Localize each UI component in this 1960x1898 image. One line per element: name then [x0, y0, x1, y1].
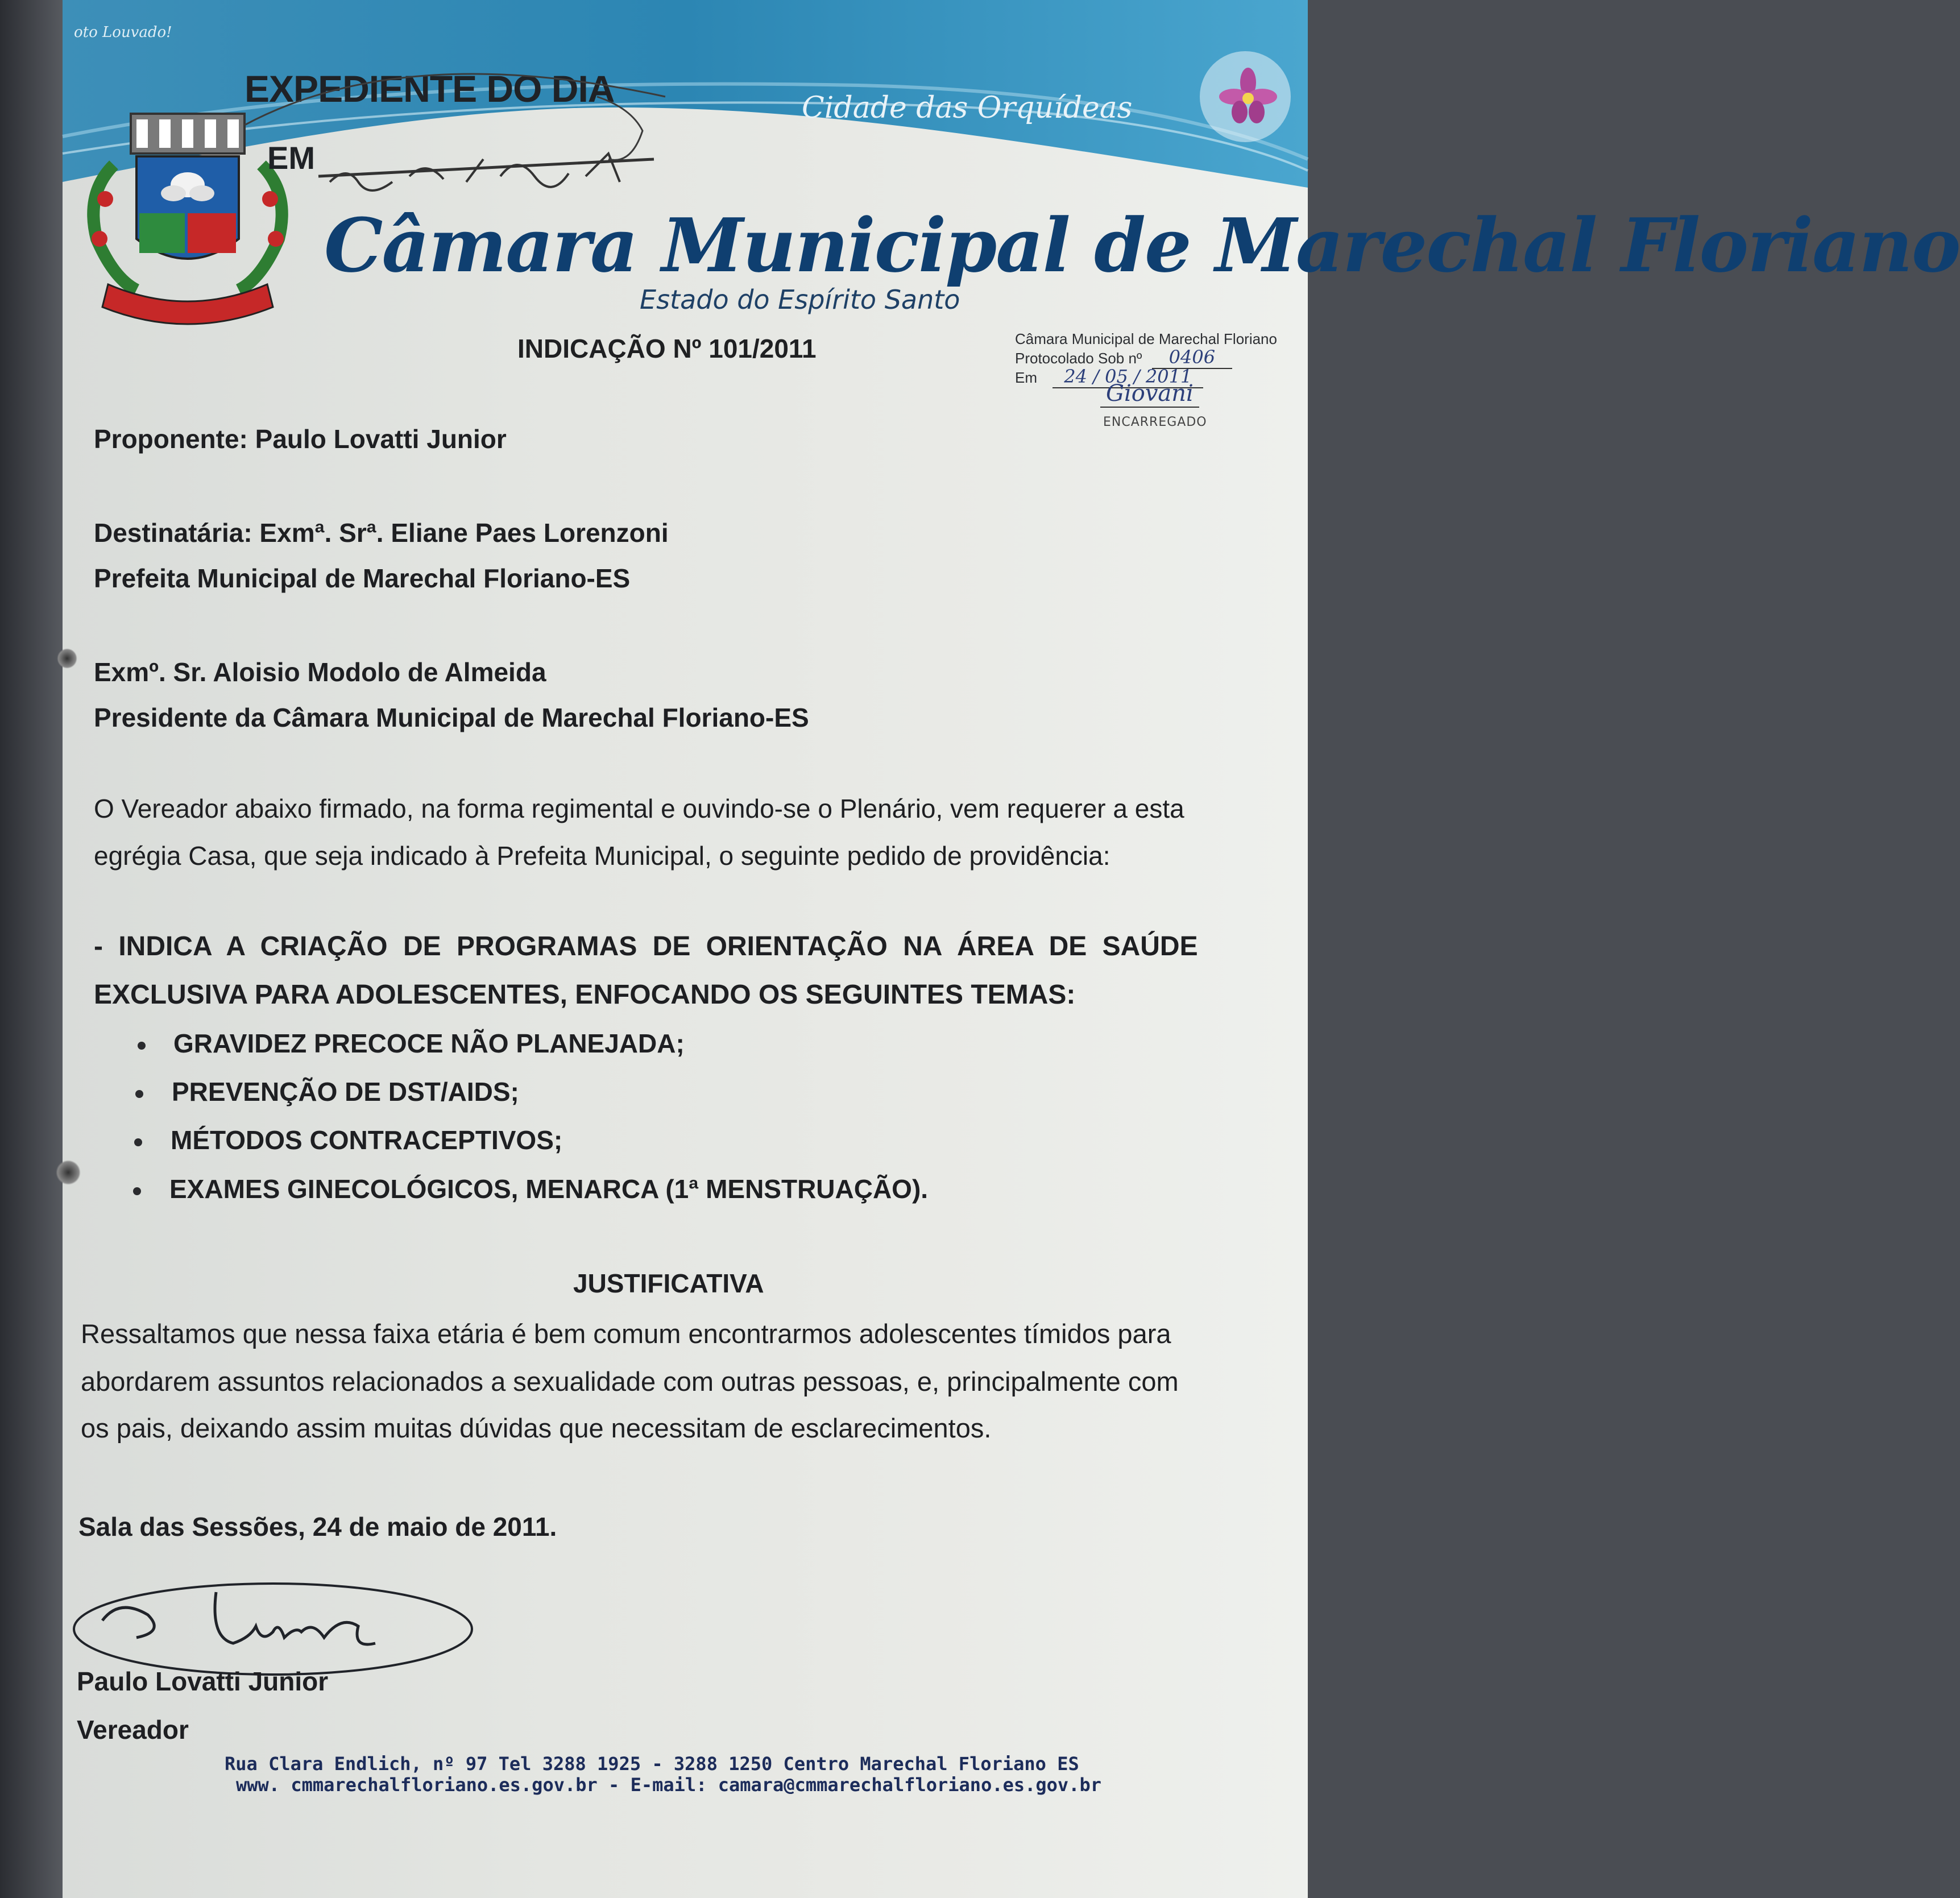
addressee-1: Destinatária: Exmª. Srª. Eliane Paes Lorenzoni: [94, 518, 669, 548]
stamp-arc: [233, 63, 688, 176]
topic-item: GRAVIDEZ PRECOCE NÃO PLANEJADA;: [173, 1029, 685, 1058]
addressee-2: Exmº. Sr. Aloisio Modolo de Almeida: [94, 657, 546, 687]
justification-title: JUSTIFICATIVA: [573, 1269, 764, 1298]
justification-line-2: abordarem assuntos relacionados a sexualidade com outras pessoas, e, principalmente com: [81, 1366, 1179, 1396]
addressee-2-role: Presidente da Câmara Municipal de Marechal Floriano-ES: [94, 703, 809, 732]
orchid-icon: [1217, 65, 1279, 128]
intro-line-2: egrégia Casa, que seja indicado à Prefeita Municipal, o seguinte pedido de providência:: [94, 841, 1110, 871]
protocol-line1: Câmara Municipal de Marechal Floriano: [1015, 330, 1277, 347]
document-page: [63, 0, 1960, 1898]
topic-item: MÉTODOS CONTRACEPTIVOS;: [171, 1125, 563, 1155]
addressee-1-role: Prefeita Municipal de Marechal Floriano-ES: [94, 563, 631, 593]
protocol-number-value: 0406: [1152, 346, 1232, 369]
footer-web: www. cmmarechalfloriano.es.gov.br - E-mail: camara@cmmarechalfloriano.es.gov.br: [236, 1774, 1101, 1796]
proponent-line: Proponente: Paulo Lovatti Junior: [94, 424, 507, 454]
footer-address: Rua Clara Endlich, nº 97 Tel 3288 1925 - 3288 1250 Centro Marechal Floriano ES: [225, 1753, 1079, 1775]
signer-role: Vereador: [77, 1715, 189, 1744]
topic-item: EXAMES GINECOLÓGICOS, MENARCA (1ª MENSTRUAÇÃO).: [169, 1174, 929, 1204]
document-heading: INDICAÇÃO Nº 101/2011: [517, 334, 817, 363]
justification-line-1: Ressaltamos que nessa faixa etária é bem comum encontrarmos adolescentes tímidos para: [81, 1319, 1171, 1349]
stamp-title: EXPEDIENTE DO DIA: [245, 68, 615, 110]
topic-item: PREVENÇÃO DE DST/AIDS;: [172, 1077, 519, 1107]
protocol-date-label: Em: [1015, 369, 1037, 386]
place-date: Sala das Sessões, 24 de maio de 2011.: [78, 1512, 557, 1541]
bullet-dot: [138, 1042, 146, 1050]
request-line-2: EXCLUSIVA PARA ADOLESCENTES, ENFOCANDO OS SEGUINTES TEMAS:: [94, 980, 1076, 1010]
request-line-1: - INDICA A CRIAÇÃO DE PROGRAMAS DE ORIENTAÇÃO NA ÁREA DE SAÚDE: [94, 931, 1198, 962]
protocol-date-value: 24 / 05 / 2011: [1052, 366, 1203, 388]
state-subtitle: Estado do Espírito Santo: [640, 284, 960, 315]
binder-hole: [57, 648, 77, 669]
top-script-text: oto Louvado!: [74, 24, 172, 41]
protocol-role: ENCARREGADO: [1103, 415, 1207, 429]
protocol-number-label: Protocolado Sob nº: [1015, 350, 1142, 367]
signer-name: Paulo Lovatti Junior: [77, 1667, 329, 1696]
bullet-dot: [134, 1138, 142, 1146]
bullet-dot: [133, 1187, 141, 1195]
city-slogan: Cidade das Orquídeas: [802, 91, 1133, 125]
bullet-dot: [135, 1090, 143, 1098]
protocol-stamp: [1015, 330, 1277, 405]
binder-hole: [56, 1160, 81, 1185]
protocol-signature: Giovani: [1100, 380, 1199, 408]
institution-title: Câmara Municipal de Marechal Floriano: [324, 202, 1960, 289]
justification-line-3: os pais, deixando assim muitas dúvidas que necessitam de esclarecimentos.: [81, 1413, 992, 1443]
stamp-em-label: EM: [267, 140, 315, 176]
intro-line-1: O Vereador abaixo firmado, na forma regimental e ouvindo-se o Plenário, vem requerer a esta: [94, 794, 1184, 823]
